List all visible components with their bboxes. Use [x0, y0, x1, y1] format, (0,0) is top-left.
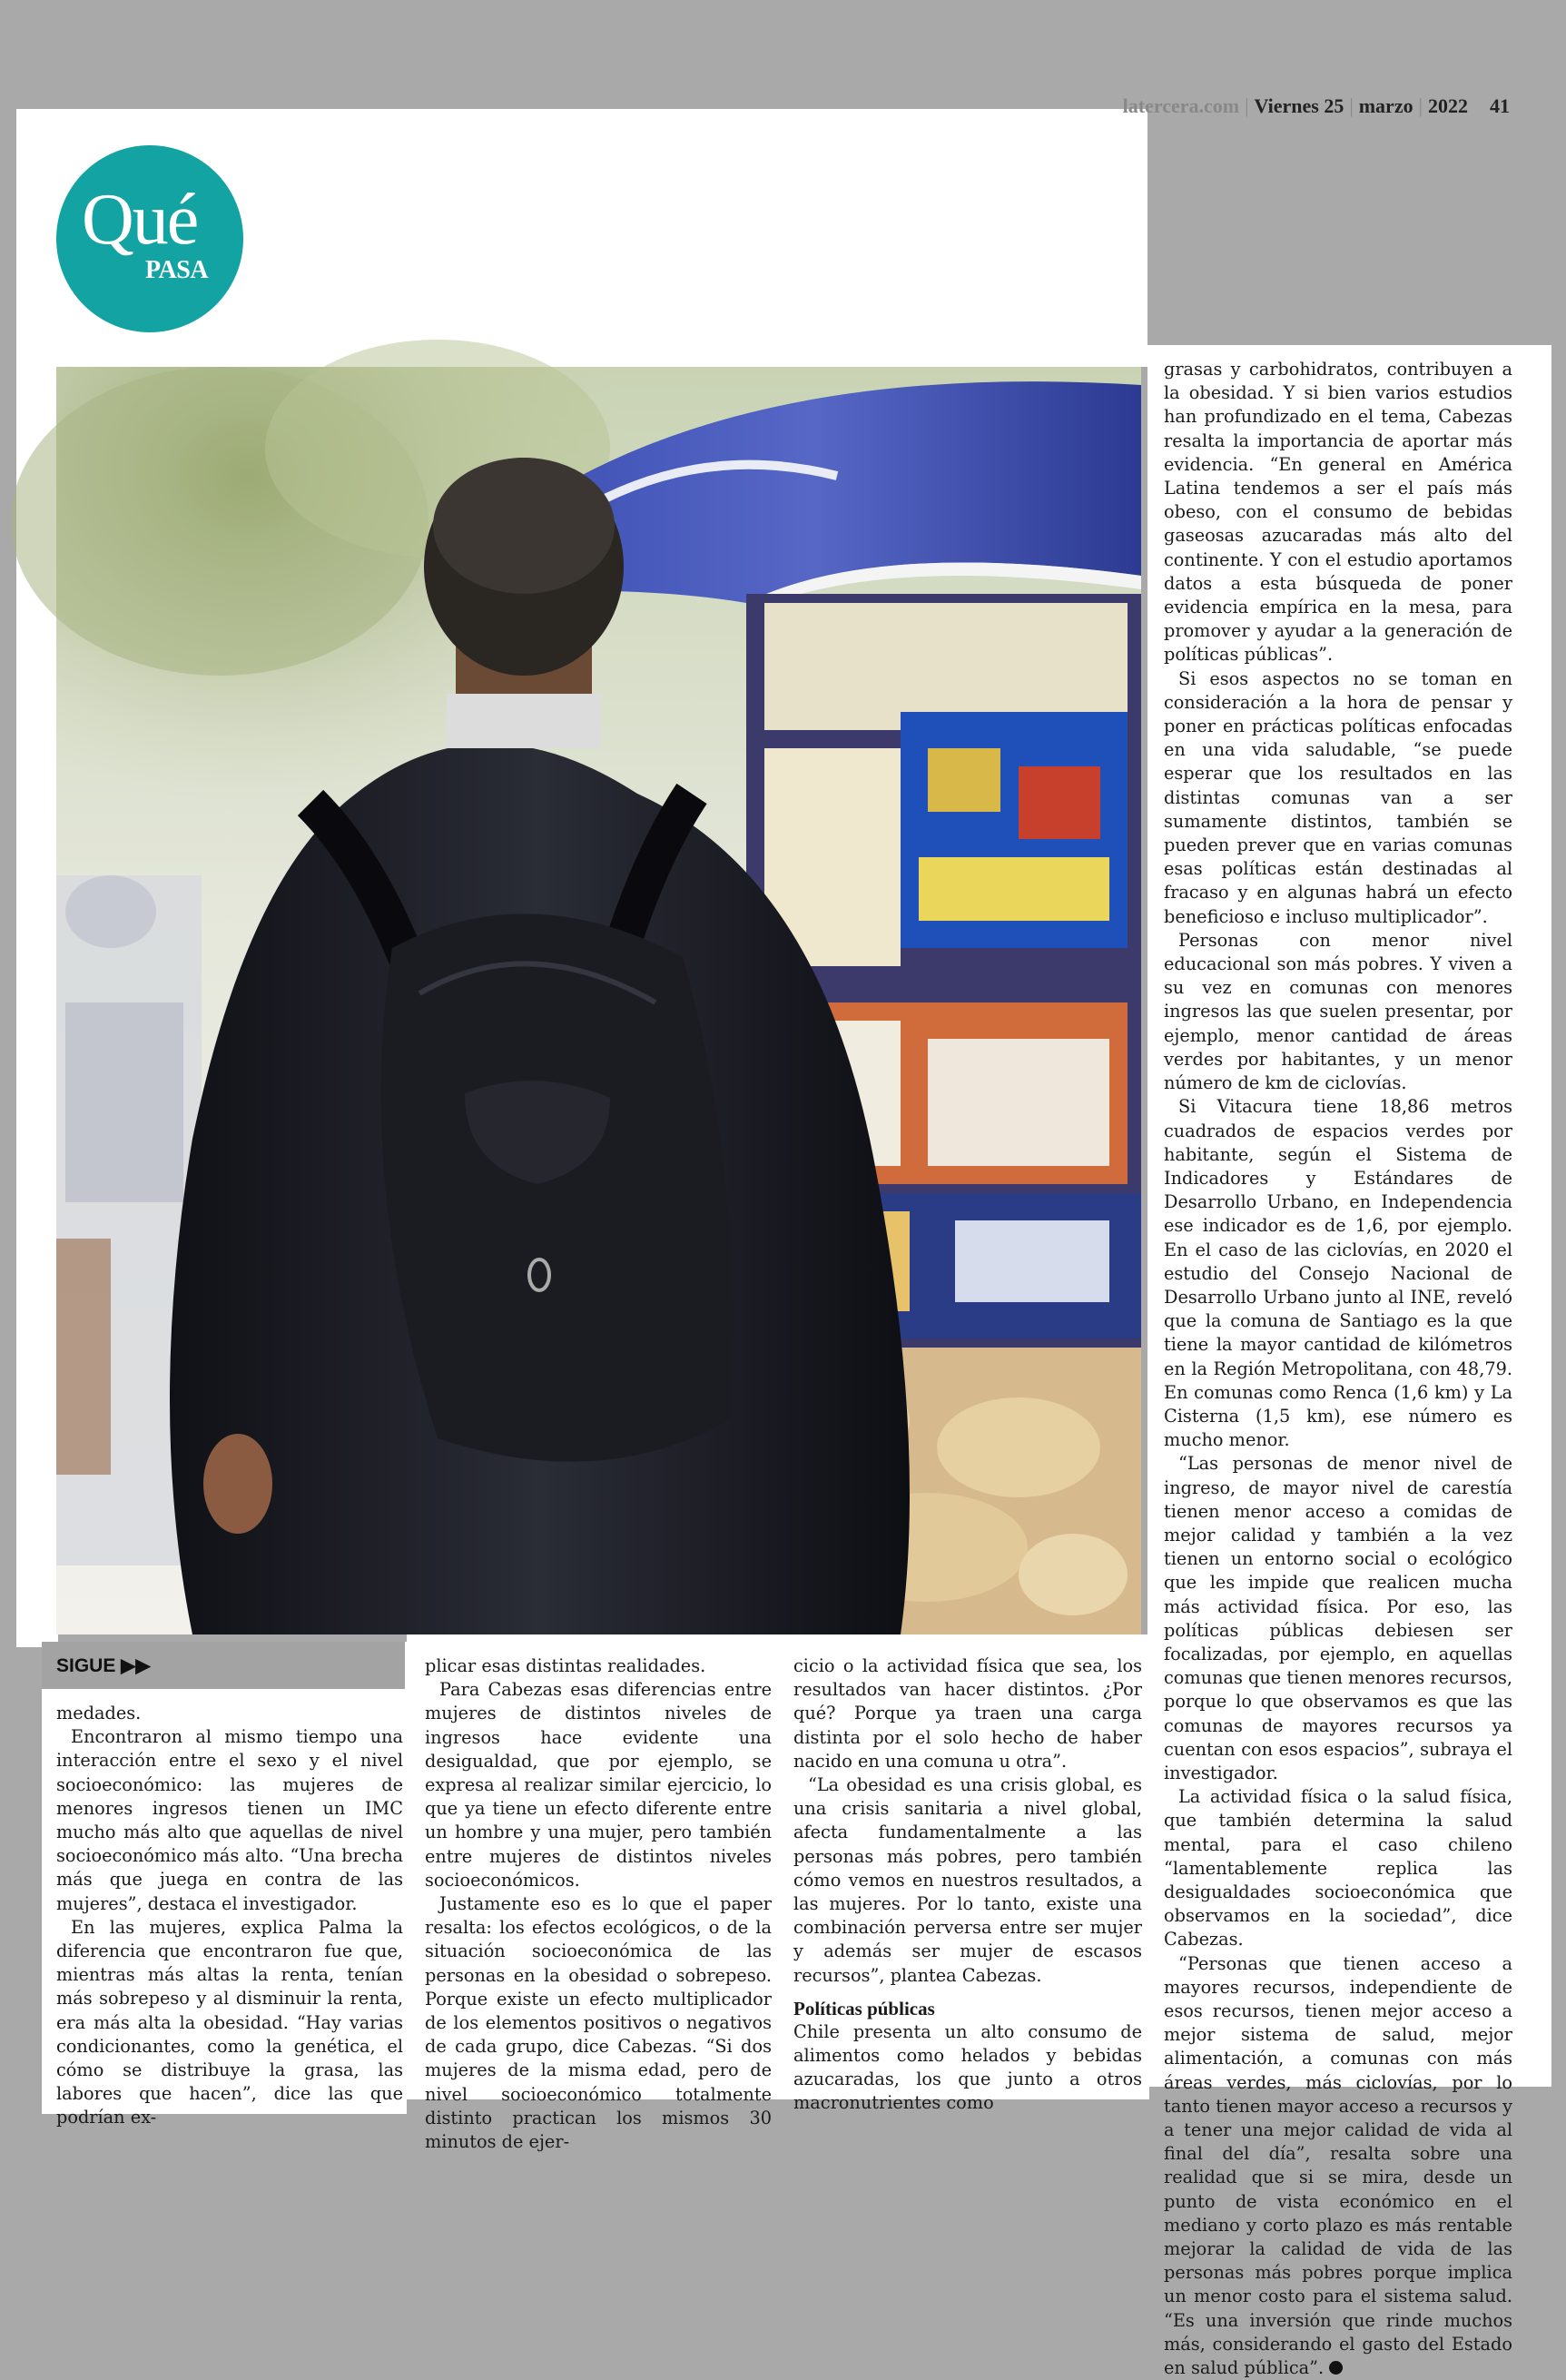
paragraph: Si Vitacura tiene 18,86 metros cuadrados de espacios verdes por habitante, según el Sistema de Indicadores y Estándares de Desarrollo Urbano, en Independencia ese indicador es de 1,6, por ejemplo. En el caso de las ciclovías, en 2020 el estudio del Consejo Nacional de Desarrollo Urbano junto al INE, reveló que la comuna de Santiago es la que tiene la mayor cantidad de kilómetros en la Región Metropolitana, con 48,79. En comunas como Renca (1,6 km) y La Cisterna (1,5 km), ese número es mucho menor.: [1164, 1096, 1512, 1451]
paragraph: En las mujeres, explica Palma la diferencia que encontraron fue que, mientras más altas la renta, tenían más sobrepeso y al disminuir la renta, era más alta la obesidad. “Hay varias condicionantes, como la genética, el cómo se distribuye la grasa, las labores que hacen”, dice las que podrían ex-: [56, 1916, 403, 2128]
paragraph: grasas y carbohidratos, contribuyen a la obesidad. Y si bien varios estudios han profundizado en el tema, Cabezas resalta la importancia de aportar más evidencia. “En general en América Latina tendemos a ser el país más obeso, con el consumo de bebidas gaseosas azucaradas más alto del continente. Y con el estudio aportamos datos a esta búsqueda de poner evidencia empírica en la mesa, para promover y ayudar a la generación de políticas públicas”.: [1164, 359, 1512, 666]
page-folio: latercera.com | Viernes 25 | marzo | 2022 41: [1122, 94, 1510, 117]
sigue-label: SIGUE ▶▶: [56, 1655, 151, 1676]
paragraph: cicio o la actividad física que sea, los resultados van hacer distintos. ¿Por qué? Porque ya traen una carga distinta por el solo hecho de haber nacido en una comuna u otra”.: [793, 1655, 1142, 1772]
que-pasa-logo: [56, 145, 243, 332]
photo-illustration: [56, 367, 1141, 1634]
paragraph: La actividad física o la salud física, que también determina la salud mental, para el caso chileno “lamentablemente replica las desigualdades socioeconómica que observamos en la sociedad”, dice Cabezas.: [1164, 1786, 1512, 1950]
paragraph: Personas con menor nivel educacional son más pobres. Y viven a su vez en comunas con menores ingresos las que suelen presentar, por ejemplo, menor cantidad de áreas verdes por habitantes, y un menor número de km de ciclovías.: [1164, 929, 1512, 1094]
paragraph: Si esos aspectos no se toman en consideración a la hora de pensar y poner en prácticas políticas enfocadas en una vida saludable, “se puede esperar que los resultados en las distintas comunas van a ser sumamente distintos, también se pueden prever que en varias comunas esas políticas están destinadas al fracaso y en algunas habrá un efecto beneficioso e incluso multiplicador”.: [1164, 667, 1512, 927]
paragraph: Chile presenta un alto consumo de alimentos como helados y bebidas azucaradas, los que junto a otros macronutrientes como: [793, 2020, 1142, 2114]
article-column-4: [1164, 358, 1512, 2380]
site-name: latercera.com: [1122, 94, 1240, 117]
article-column-3: [793, 1654, 1142, 2116]
page-number: 41: [1490, 94, 1510, 117]
paragraph: plicar esas distintas realidades.: [425, 1655, 706, 1676]
paragraph: Para Cabezas esas diferencias entre mujeres de distintos niveles de ingresos hace evidente una desigualdad, que por ejemplo, se expresa al realizar similar ejercicio, lo que ya tiene un efecto diferente entre un hombre y una mujer, pero también entre mujeres de distintos niveles socioeconómicos.: [425, 1679, 772, 1891]
article-column-1: [56, 1702, 403, 2130]
paragraph: “La obesidad es una crisis global, es una crisis sanitaria a nivel global, afecta fundamentalmente a las personas más pobres, pero también cómo vemos en nuestros resultados, a las mujeres. Por lo tanto, existe una combinación perversa entre ser mujer y además ser mujer de escasos recursos”, plantea Cabezas.: [793, 1774, 1142, 1986]
folio-year: 2022: [1428, 94, 1468, 117]
paragraph: medades.: [56, 1703, 142, 1723]
article-column-2: [425, 1654, 772, 2154]
subheading: Políticas públicas: [793, 1997, 935, 2020]
logo-word: Qué: [82, 180, 198, 260]
end-mark-icon: [1329, 2361, 1343, 2375]
article-photo: [56, 367, 1141, 1634]
folio-day: Viernes 25: [1254, 94, 1344, 117]
paragraph-final: [1164, 1952, 1512, 2380]
final-text: “Personas que tienen acceso a mayores recursos, independiente de esos recursos, tienen mejor acceso a mejor sistema de salud, mejor alimentación, a comunas con más áreas verdes, más ciclovías, por lo tanto tienen mayor acceso a recursos y a tener una mejor calidad de vida al final del día”, resalta sobre una realidad que si se mira, desde un punto de vista económico en el mediano y corto plazo es más rentable mejorar la calidad de vida de las personas más pobres porque implica un menor costo para el sistema salud. “Es una inversión que rinde muchos más, considerando el gasto del Estado en salud pública”.: [1164, 1952, 1512, 2379]
folio-month: marzo: [1358, 94, 1413, 117]
paragraph: Encontraron al mismo tiempo una interacción entre el sexo y el nivel socioeconómico: las mujeres de menores ingresos tienen un IMC mucho más alto que aquellas de nivel socioeconómico más alto. “Una brecha más que juega en contra de las mujeres”, destaca el investigador.: [56, 1726, 403, 1914]
paragraph: “Las personas de menor nivel de ingreso, de mayor nivel de carestía tienen menor acceso a comidas de mejor calidad y también a la vez tienen un entorno social o ecológico que les impide que realicen mucha más actividad física. Por eso, las políticas públicas debiesen ser focalizadas, por ejemplo, en aquellas comunas que tienen menores recursos, porque lo que observamos es que las comunas de mayores recursos ya cuentan con esos espacios”, subraya el investigador.: [1164, 1453, 1513, 1783]
paragraph: Justamente eso es lo que el paper resalta: los efectos ecológicos, o de la situación socioeconómica de las personas en la obesidad o sobrepeso. Porque existe un efecto multiplicador de los elementos positivos o negativos de cada grupo, dice Cabezas. “Si dos mujeres de la misma edad, pero de nivel socioeconómico totalmente distinto practican los mismos 30 minutos de ejer-: [425, 1893, 772, 2153]
logo-sub: PASA: [145, 256, 209, 284]
